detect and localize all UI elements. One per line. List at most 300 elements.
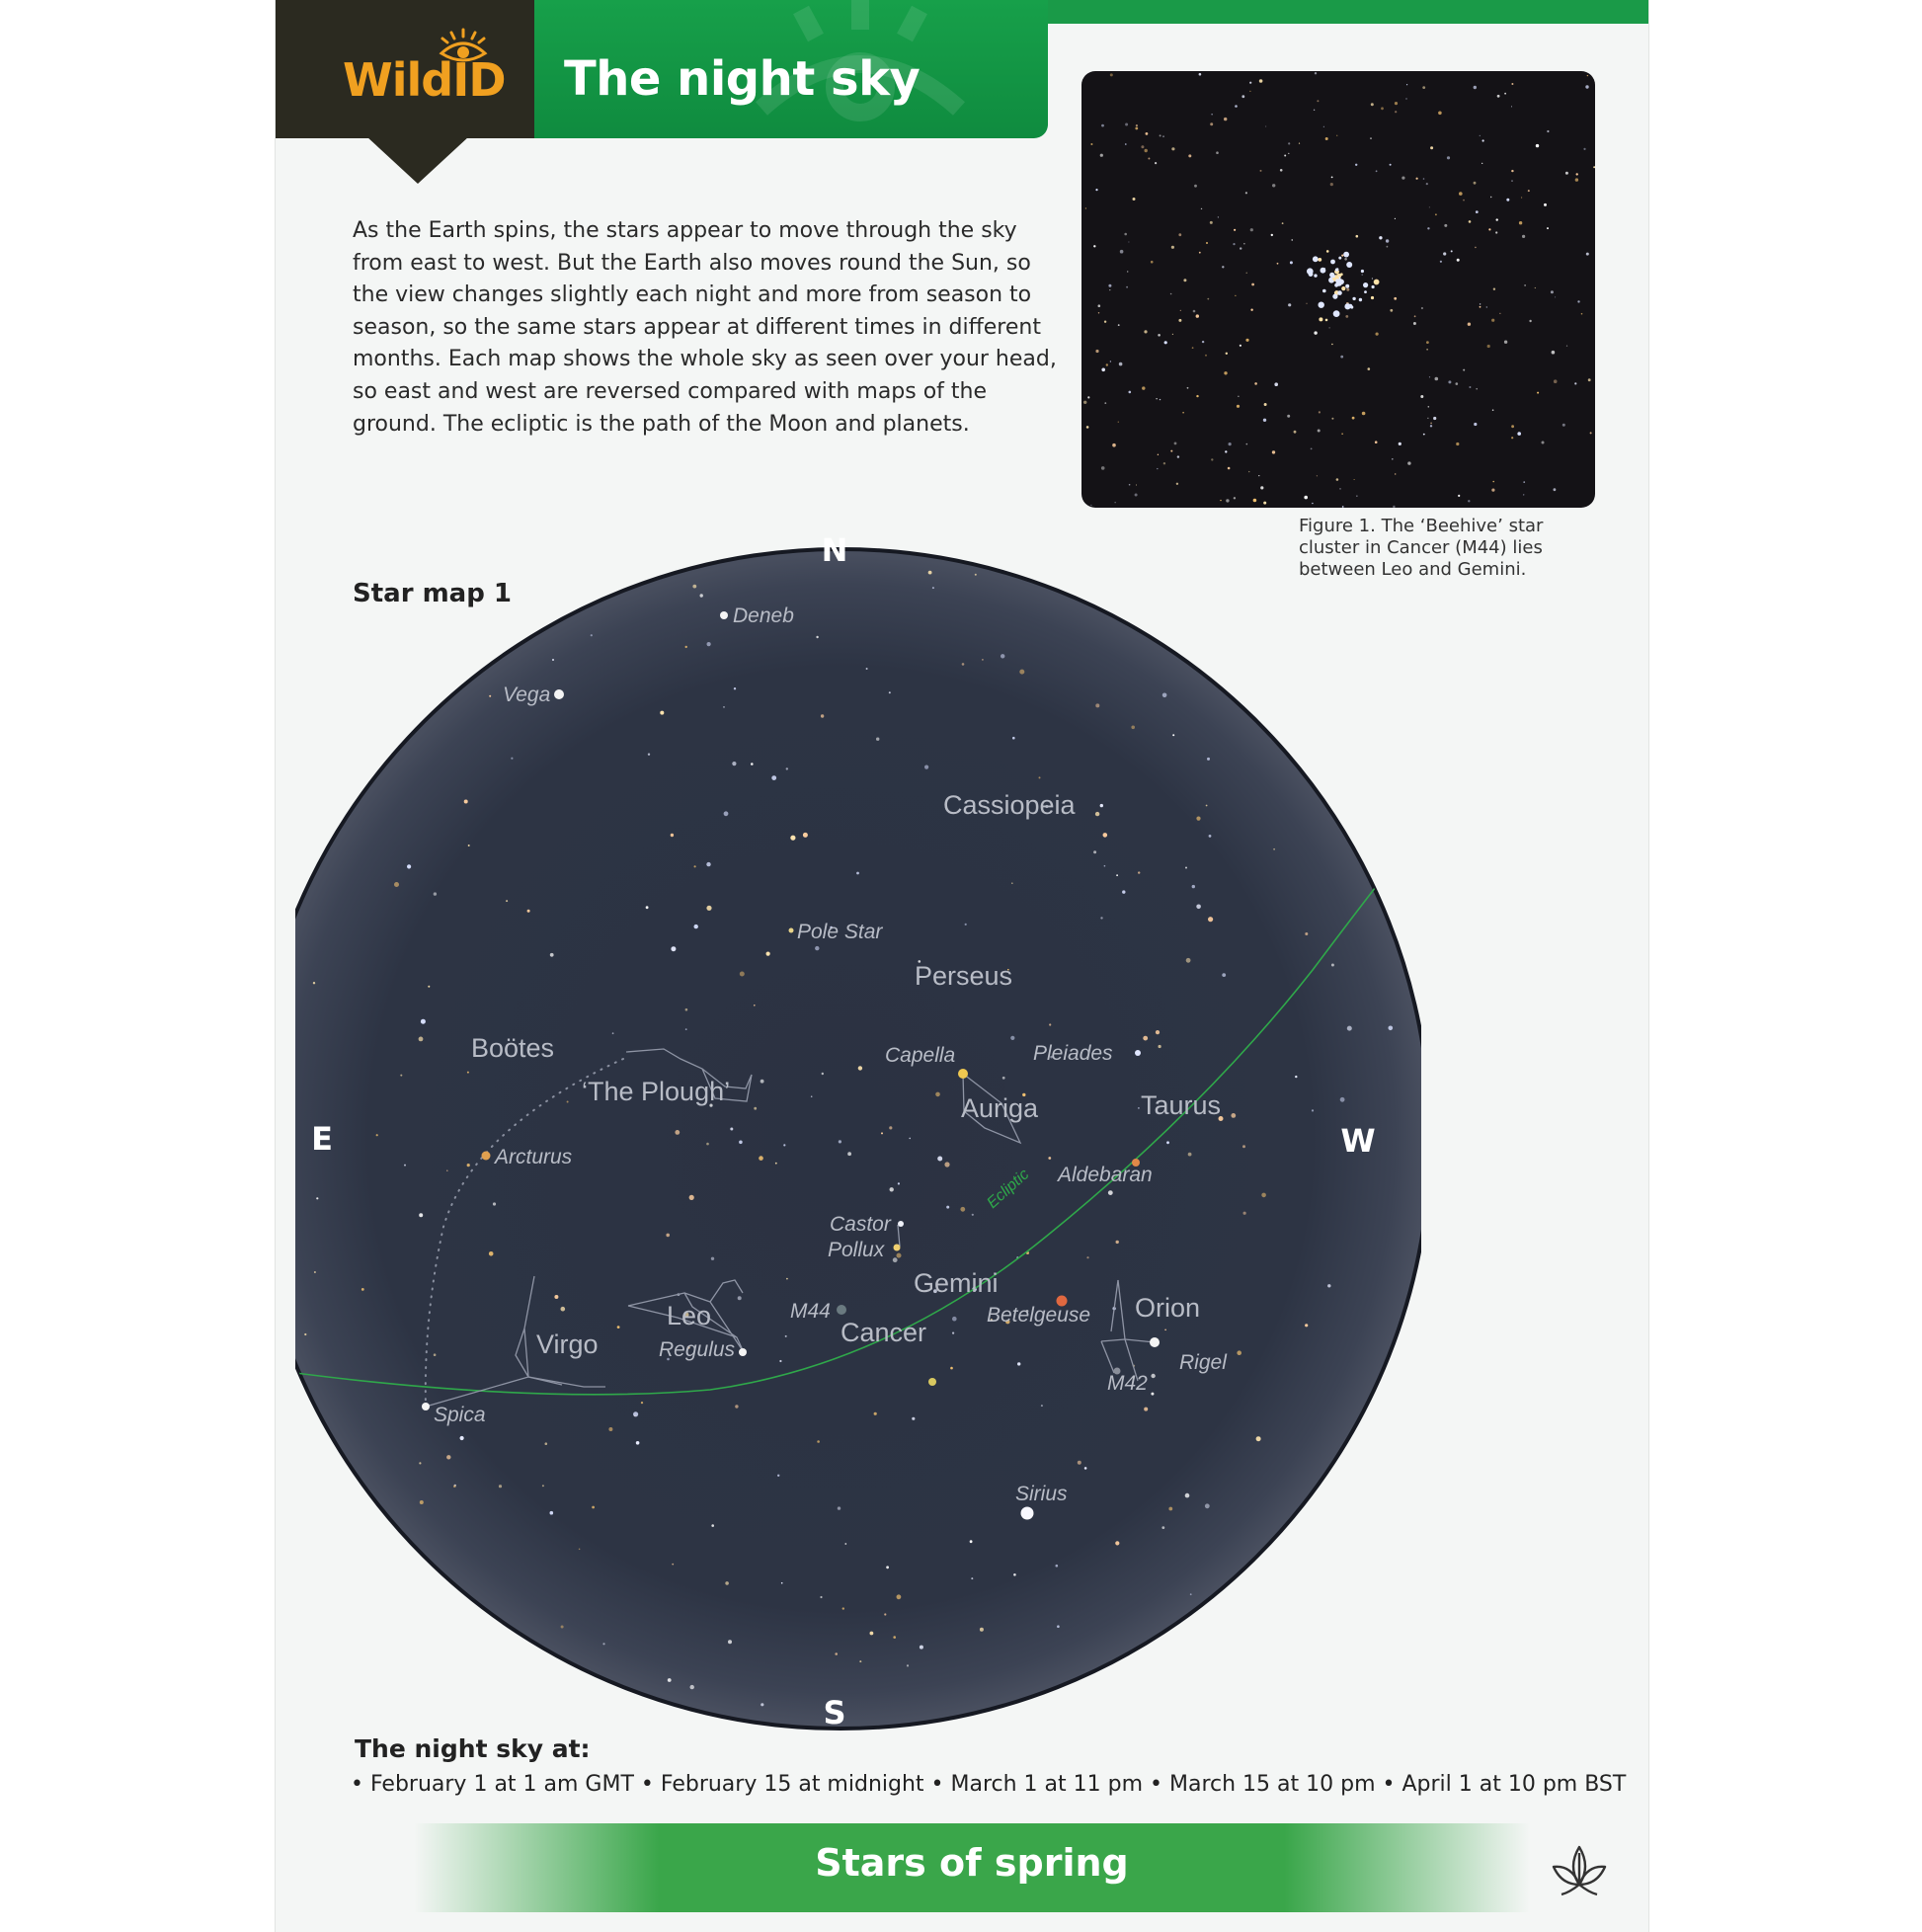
background-star (690, 1685, 694, 1689)
background-star (304, 1333, 306, 1335)
background-star (633, 1411, 638, 1416)
background-star (545, 1442, 548, 1445)
background-star (1048, 1157, 1051, 1160)
viewing-dates: • February 1 at 1 am GMT • February 15 at midnight • March 1 at 11 pm • March 15 at 10 pm • April 1 at 10 pm BST (351, 1772, 1627, 1797)
field-star (1306, 303, 1307, 304)
background-star (660, 711, 664, 715)
field-star (1395, 102, 1398, 105)
field-star (1162, 135, 1164, 137)
label-cancer: Cancer (841, 1318, 927, 1347)
cluster-star (1322, 289, 1326, 293)
background-star (866, 668, 868, 670)
background-star (1012, 737, 1015, 740)
field-star (1171, 246, 1174, 249)
background-star (1056, 1565, 1059, 1568)
field-star (1135, 127, 1138, 130)
background-star (790, 836, 795, 841)
background-star (376, 1134, 378, 1136)
field-star (1469, 386, 1471, 388)
background-star (935, 1092, 940, 1097)
background-star (893, 1257, 898, 1262)
background-star (730, 1128, 733, 1131)
background-star (689, 1195, 694, 1200)
background-star (884, 1613, 886, 1615)
background-star (552, 659, 554, 661)
sky-disc (295, 549, 1421, 1729)
background-star (428, 986, 430, 988)
field-star (1182, 412, 1184, 414)
field-star (1547, 130, 1549, 132)
logo-wordmark: WildID (343, 53, 506, 107)
field-star (1192, 347, 1194, 349)
background-star (711, 1524, 714, 1527)
field-star (1490, 197, 1491, 198)
field-star (1263, 502, 1266, 505)
field-star (1421, 307, 1423, 309)
background-star (453, 1485, 456, 1488)
background-star (924, 765, 928, 769)
field-star (1098, 304, 1101, 307)
background-star (361, 1288, 364, 1291)
background-star (1010, 1036, 1014, 1040)
field-star (1480, 306, 1482, 308)
background-star (724, 811, 729, 816)
field-star (1379, 236, 1382, 239)
field-star (1156, 398, 1157, 399)
field-star (1422, 86, 1425, 89)
background-star (972, 1214, 974, 1216)
background-star (499, 1485, 502, 1488)
cluster-star (1359, 298, 1362, 301)
field-star (1492, 481, 1494, 483)
field-star (1504, 341, 1507, 344)
background-star (1295, 1076, 1297, 1078)
background-star (783, 1144, 785, 1146)
cluster-star (1352, 297, 1355, 300)
field-star (1160, 399, 1161, 400)
field-star (1476, 210, 1479, 213)
field-star (1457, 259, 1460, 262)
field-star (1317, 475, 1318, 476)
star-map (295, 516, 1421, 1740)
field-star (1085, 207, 1086, 208)
background-star (889, 1126, 892, 1129)
cluster-star (1337, 290, 1342, 295)
field-star (1448, 380, 1451, 383)
field-star (1158, 454, 1159, 455)
background-star (561, 1626, 564, 1629)
background-star (835, 1652, 838, 1655)
field-star (1245, 339, 1248, 342)
background-star (1122, 890, 1125, 893)
field-star (1331, 177, 1333, 179)
label-pleiades: Pleiades (1033, 1042, 1113, 1065)
background-star (1078, 1461, 1081, 1465)
field-star (1438, 112, 1442, 116)
field-star (1112, 443, 1116, 447)
field-star (1258, 475, 1259, 476)
background-star (1144, 1408, 1148, 1411)
field-star (1344, 258, 1347, 261)
field-star (1487, 345, 1490, 348)
field-star (1290, 261, 1293, 264)
background-star (1196, 905, 1201, 910)
field-star (1463, 369, 1465, 371)
background-star (316, 1197, 318, 1199)
field-star (1120, 250, 1124, 254)
field-star (1148, 158, 1150, 160)
label-m44: M44 (790, 1300, 831, 1323)
background-star (446, 1169, 448, 1171)
field-star (1234, 229, 1236, 231)
field-star (1506, 199, 1509, 201)
background-star (1095, 812, 1099, 816)
field-star (1288, 142, 1290, 144)
background-star (1108, 1190, 1113, 1195)
background-star (1389, 1026, 1394, 1031)
background-star (1151, 1393, 1154, 1396)
field-star (1164, 341, 1167, 344)
field-star (1292, 239, 1293, 240)
field-star (1086, 426, 1089, 429)
field-star (1427, 418, 1428, 419)
cluster-star (1343, 252, 1349, 258)
field-star (1593, 166, 1595, 168)
background-star (1222, 973, 1226, 977)
field-star (1235, 295, 1236, 296)
background-star (591, 634, 593, 636)
background-star (874, 1412, 877, 1415)
field-star (1240, 345, 1241, 347)
field-star (1590, 432, 1592, 434)
background-star (1162, 693, 1167, 698)
background-star (842, 1607, 844, 1609)
field-star (1224, 371, 1227, 374)
background-star (646, 906, 649, 909)
field-star (1250, 228, 1253, 231)
field-star (1554, 379, 1558, 383)
field-star (1586, 253, 1589, 256)
field-star (1529, 320, 1531, 322)
field-star (1090, 143, 1092, 145)
beehive-starfield (1081, 71, 1595, 508)
field-star (1194, 185, 1197, 188)
field-star (1511, 170, 1513, 172)
field-star (1336, 478, 1339, 481)
figure-caption: Figure 1. The ‘Beehive’ star cluster in Cancer (M44) lies between Leo and Gemini. (1299, 516, 1544, 580)
background-star (738, 1296, 742, 1300)
background-star (893, 1636, 896, 1639)
field-star (1430, 146, 1433, 149)
cluster-star (1341, 286, 1345, 290)
field-star (1542, 442, 1545, 444)
label-orion: Orion (1135, 1293, 1201, 1323)
background-star (1151, 1374, 1155, 1378)
field-star (1199, 73, 1202, 76)
cluster-star (1371, 296, 1374, 299)
field-star (1376, 170, 1378, 172)
background-star (822, 1073, 824, 1075)
field-star (1312, 503, 1313, 504)
compass-south: S (823, 1694, 846, 1731)
field-star (1528, 190, 1530, 192)
background-star (700, 594, 703, 597)
field-star (1282, 222, 1284, 224)
background-star (672, 1564, 674, 1566)
field-star (1274, 382, 1278, 386)
field-star (1552, 351, 1556, 355)
background-star (1156, 1030, 1160, 1034)
field-star (1386, 239, 1389, 242)
label-leo: Leo (667, 1301, 712, 1330)
field-star (1511, 437, 1513, 439)
field-star (1146, 132, 1149, 135)
field-star (1151, 261, 1154, 264)
background-star (1331, 964, 1334, 967)
cluster-star (1313, 256, 1319, 262)
field-star (1395, 218, 1396, 219)
background-star (554, 1295, 558, 1299)
field-star (1263, 419, 1266, 422)
star-map-title: Star map 1 (353, 579, 512, 608)
field-star (1468, 500, 1470, 502)
field-star (1435, 213, 1437, 215)
field-star (1178, 233, 1181, 236)
label-deneb: Deneb (733, 604, 794, 627)
background-star (928, 571, 932, 575)
cluster-star (1374, 280, 1380, 285)
background-star (400, 1075, 402, 1077)
background-star (1188, 1153, 1192, 1157)
background-star (527, 910, 530, 913)
cluster-star (1330, 260, 1335, 265)
background-star (739, 1141, 743, 1145)
field-star (1178, 319, 1181, 322)
background-star (1273, 848, 1275, 850)
field-star (1376, 333, 1379, 336)
field-star (1304, 496, 1308, 500)
cluster-star (1372, 285, 1375, 288)
field-star (1474, 182, 1477, 185)
background-star (1002, 1077, 1005, 1080)
field-star (1456, 382, 1459, 385)
field-star (1523, 494, 1524, 495)
field-star (1129, 391, 1132, 394)
background-star (920, 1646, 923, 1650)
field-star (1294, 431, 1297, 434)
field-star (1253, 499, 1257, 503)
field-star (1440, 261, 1442, 263)
field-star (1492, 409, 1494, 411)
label-castor: Castor (830, 1213, 891, 1236)
field-star (1170, 293, 1172, 295)
background-star (1347, 1026, 1352, 1031)
background-star (592, 1506, 595, 1509)
field-star (1235, 105, 1238, 108)
background-star (847, 1152, 851, 1156)
field-star (1265, 126, 1266, 127)
background-star (817, 1440, 820, 1443)
background-star (1086, 1256, 1088, 1258)
background-star (960, 1207, 965, 1212)
field-star (1115, 502, 1116, 503)
background-star (816, 636, 818, 638)
background-star (1017, 1362, 1020, 1365)
field-star (1521, 197, 1522, 198)
background-star (1116, 874, 1118, 876)
background-star (1231, 1113, 1236, 1118)
field-star (1245, 192, 1247, 194)
field-star (1098, 312, 1099, 313)
field-star (1144, 330, 1147, 333)
background-star (971, 1577, 973, 1579)
field-star (1241, 95, 1244, 98)
background-star (694, 925, 698, 928)
background-star (467, 1164, 470, 1167)
field-star (1476, 388, 1478, 390)
background-star (468, 845, 470, 846)
field-star (1196, 395, 1198, 397)
background-star (1095, 703, 1099, 707)
field-star (1428, 406, 1430, 408)
background-star (751, 763, 754, 765)
background-star (838, 1506, 841, 1509)
background-star (1209, 835, 1212, 838)
label-pollux: Pollux (828, 1239, 885, 1261)
background-star (779, 1360, 781, 1362)
field-star (1346, 288, 1349, 291)
background-star (579, 1549, 581, 1551)
field-star (1495, 231, 1497, 233)
background-star (694, 865, 696, 867)
field-star (1288, 153, 1289, 154)
background-star (766, 952, 770, 956)
field-star (1259, 79, 1263, 83)
background-star (612, 1032, 614, 1034)
field-star (1329, 327, 1330, 328)
top-stripe (1046, 0, 1648, 24)
field-star (1142, 386, 1145, 389)
background-star (754, 1107, 757, 1110)
background-star (1205, 1503, 1210, 1508)
label-arcturus: Arcturus (495, 1146, 573, 1168)
background-star (419, 1213, 423, 1217)
field-star (1299, 143, 1300, 144)
background-star (856, 872, 859, 875)
background-star (946, 1206, 949, 1209)
field-star (1248, 471, 1249, 472)
field-star (1341, 434, 1342, 435)
cluster-star (1346, 262, 1352, 268)
label-aldebaran: Aldebaran (1058, 1164, 1153, 1186)
field-star (1264, 403, 1267, 406)
compass-west: W (1340, 1122, 1376, 1160)
background-star (909, 1138, 911, 1140)
field-star (1576, 173, 1578, 175)
background-star (419, 1037, 424, 1042)
field-star (1212, 114, 1213, 115)
background-star (759, 1156, 763, 1161)
label-rigel: Rigel (1179, 1351, 1227, 1374)
field-star (1174, 443, 1177, 445)
field-star (1224, 118, 1227, 121)
field-star (1426, 341, 1429, 344)
field-star (1315, 72, 1317, 74)
background-star (666, 1234, 670, 1238)
background-star (1039, 776, 1041, 778)
background-star (732, 762, 736, 765)
background-star (876, 738, 879, 741)
field-star (1480, 135, 1481, 136)
field-star (1163, 462, 1165, 464)
field-star (1491, 319, 1494, 322)
background-star (1243, 1212, 1246, 1215)
field-star (1206, 242, 1208, 244)
field-star (1583, 148, 1585, 150)
background-star (1256, 1436, 1261, 1441)
field-star (1551, 290, 1554, 293)
field-star (1423, 178, 1425, 180)
background-star (1261, 1193, 1266, 1198)
field-star (1537, 392, 1539, 394)
footer-title: Stars of spring (815, 1841, 1129, 1885)
field-star (1339, 488, 1340, 489)
field-star (1395, 473, 1396, 474)
field-star (1456, 443, 1459, 445)
cluster-star (1319, 317, 1322, 321)
cluster-star (1314, 274, 1317, 277)
field-star (1145, 149, 1148, 152)
field-star (1240, 247, 1241, 249)
cluster-star (1338, 257, 1341, 260)
background-star (313, 982, 315, 984)
field-star (1458, 495, 1460, 497)
field-star (1355, 164, 1357, 166)
background-star (815, 946, 819, 950)
field-star (1356, 496, 1357, 497)
cluster-star (1321, 268, 1326, 274)
cluster-star (1335, 269, 1338, 272)
field-star (1511, 106, 1512, 107)
background-star (608, 1427, 612, 1431)
field-star (1407, 461, 1410, 464)
background-star (952, 1317, 957, 1322)
background-star (1049, 1023, 1051, 1025)
background-star (706, 1143, 709, 1146)
label-cassiopeia: Cassiopeia (943, 790, 1076, 820)
field-star (1340, 356, 1343, 359)
background-star (777, 1475, 779, 1477)
field-star (1401, 177, 1404, 180)
field-star (1155, 162, 1157, 164)
background-star (706, 862, 710, 866)
field-star (1100, 154, 1103, 157)
field-star (1420, 395, 1423, 398)
leaflet-page (275, 0, 1649, 1932)
field-star (1463, 200, 1465, 201)
field-star (1229, 443, 1232, 445)
background-star (1206, 805, 1208, 807)
field-star (1429, 206, 1430, 207)
background-star (1057, 1625, 1060, 1628)
cluster-star (1361, 270, 1364, 273)
field-star (1375, 441, 1378, 443)
field-star (1187, 387, 1189, 389)
field-star (1323, 126, 1324, 127)
cluster-star (1332, 275, 1335, 278)
field-star (1341, 255, 1343, 257)
field-star (1325, 137, 1328, 140)
